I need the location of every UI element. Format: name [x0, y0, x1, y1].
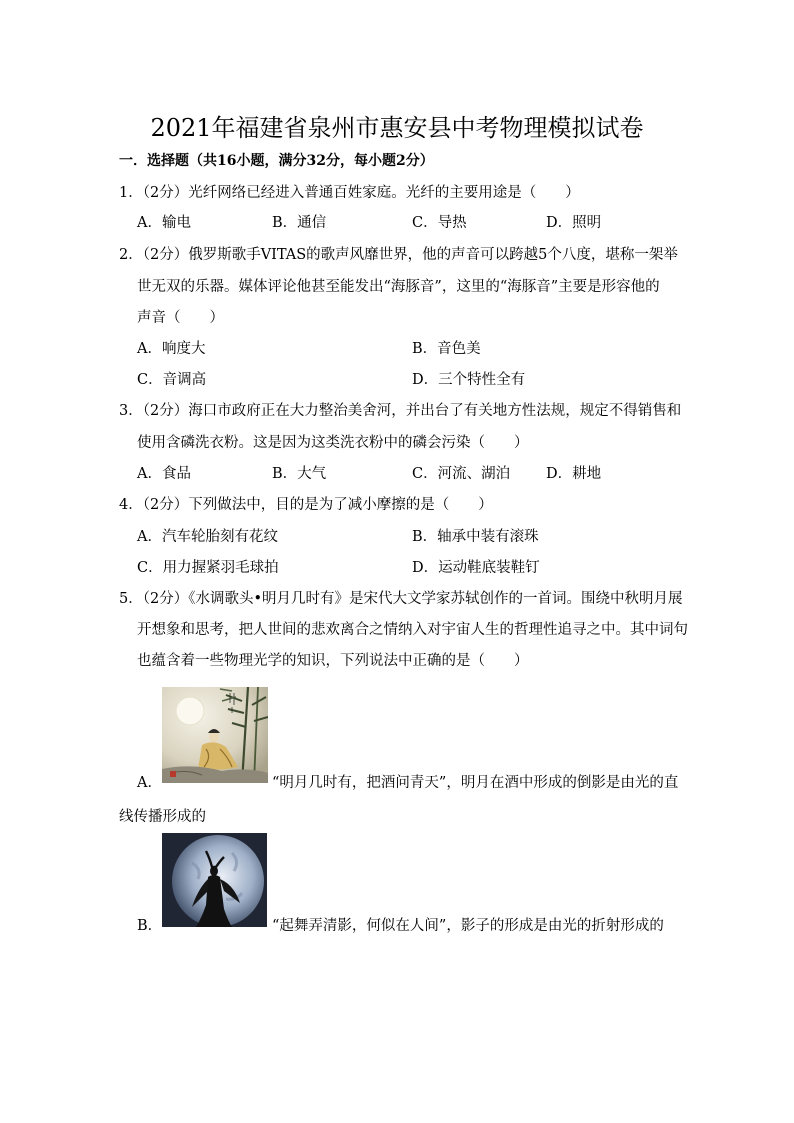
question-1-option-c: C．导热 — [412, 215, 467, 231]
question-1-stem: 1．（2分）光纤网络已经进入普通百姓家庭。光纤的主要用途是（ ） — [119, 185, 580, 201]
question-5-option-a-text: “明月几时有，把酒问青天”，明月在酒中形成的倒影是由光的直 — [272, 775, 679, 791]
question-2-option-b: B．音色美 — [412, 341, 481, 357]
question-5-line-1: 5．（2分）《水调歌头•明月几时有》是宋代大文学家苏轼创作的一首词。围绕中秋明月展 — [119, 591, 683, 607]
question-4-option-c: C．用力握紧羽毛球拍 — [137, 560, 279, 576]
question-3-option-b: B．大气 — [272, 466, 327, 482]
question-5-option-a-continuation: 线传播形成的 — [119, 809, 206, 825]
question-4-option-d: D．运动鞋底装鞋钉 — [412, 560, 540, 576]
question-5-option-b-label: B． — [137, 918, 163, 934]
question-5-line-3: 也蕴含着一些物理光学的知识，下列说法中正确的是（ ） — [137, 653, 529, 669]
question-5-line-2: 开想象和思考，把人世间的悲欢离合之情纳入对宇宙人生的哲理性追寻之中。其中词句 — [137, 622, 688, 638]
question-5-option-b-text: “起舞弄清影，何似在人间”，影子的形成是由光的折射形成的 — [272, 918, 664, 934]
page-title: 2021年福建省泉州市惠安县中考物理模拟试卷 — [150, 114, 644, 142]
option-b-image — [162, 833, 267, 927]
question-2-option-d: D．三个特性全有 — [412, 372, 526, 388]
question-2-option-c: C．音调高 — [137, 372, 207, 388]
question-1-option-b: B．通信 — [272, 215, 327, 231]
option-a-image — [162, 687, 268, 783]
question-1-option-d: D．照明 — [546, 215, 602, 231]
question-3-option-d: D．耕地 — [546, 466, 602, 482]
question-2-option-a: A．响度大 — [137, 341, 206, 357]
question-1-option-a: A．输电 — [137, 215, 191, 231]
question-3-line-2: 使用含磷洗衣粉。这是因为这类洗衣粉中的磷会污染（ ） — [137, 435, 529, 451]
question-4-stem: 4．（2分）下列做法中，目的是为了减小摩擦的是（ ） — [119, 497, 493, 513]
section-heading: 一．选择题（共16小题，满分32分，每小题2分） — [119, 153, 434, 169]
question-2-line-1: 2．（2分）俄罗斯歌手VITAS的歌声风靡世界，他的声音可以跨越5个八度，堪称一架举 — [119, 247, 678, 263]
question-3-option-a: A．食品 — [137, 466, 191, 482]
question-3-line-1: 3．（2分）海口市政府正在大力整治美舍河，并出台了有关地方性法规，规定不得销售和 — [119, 403, 682, 419]
question-2-line-3: 声音（ ） — [137, 310, 224, 326]
question-4-option-b: B．轴承中装有滚珠 — [412, 529, 539, 545]
question-4-option-a: A．汽车轮胎刻有花纹 — [137, 529, 278, 545]
question-5-option-a-label: A． — [137, 775, 162, 791]
question-2-line-2: 世无双的乐器。媒体评论他甚至能发出“海豚音”，这里的“海豚音”主要是形容他的 — [137, 279, 660, 295]
question-3-option-c: C．河流、湖泊 — [412, 466, 511, 482]
